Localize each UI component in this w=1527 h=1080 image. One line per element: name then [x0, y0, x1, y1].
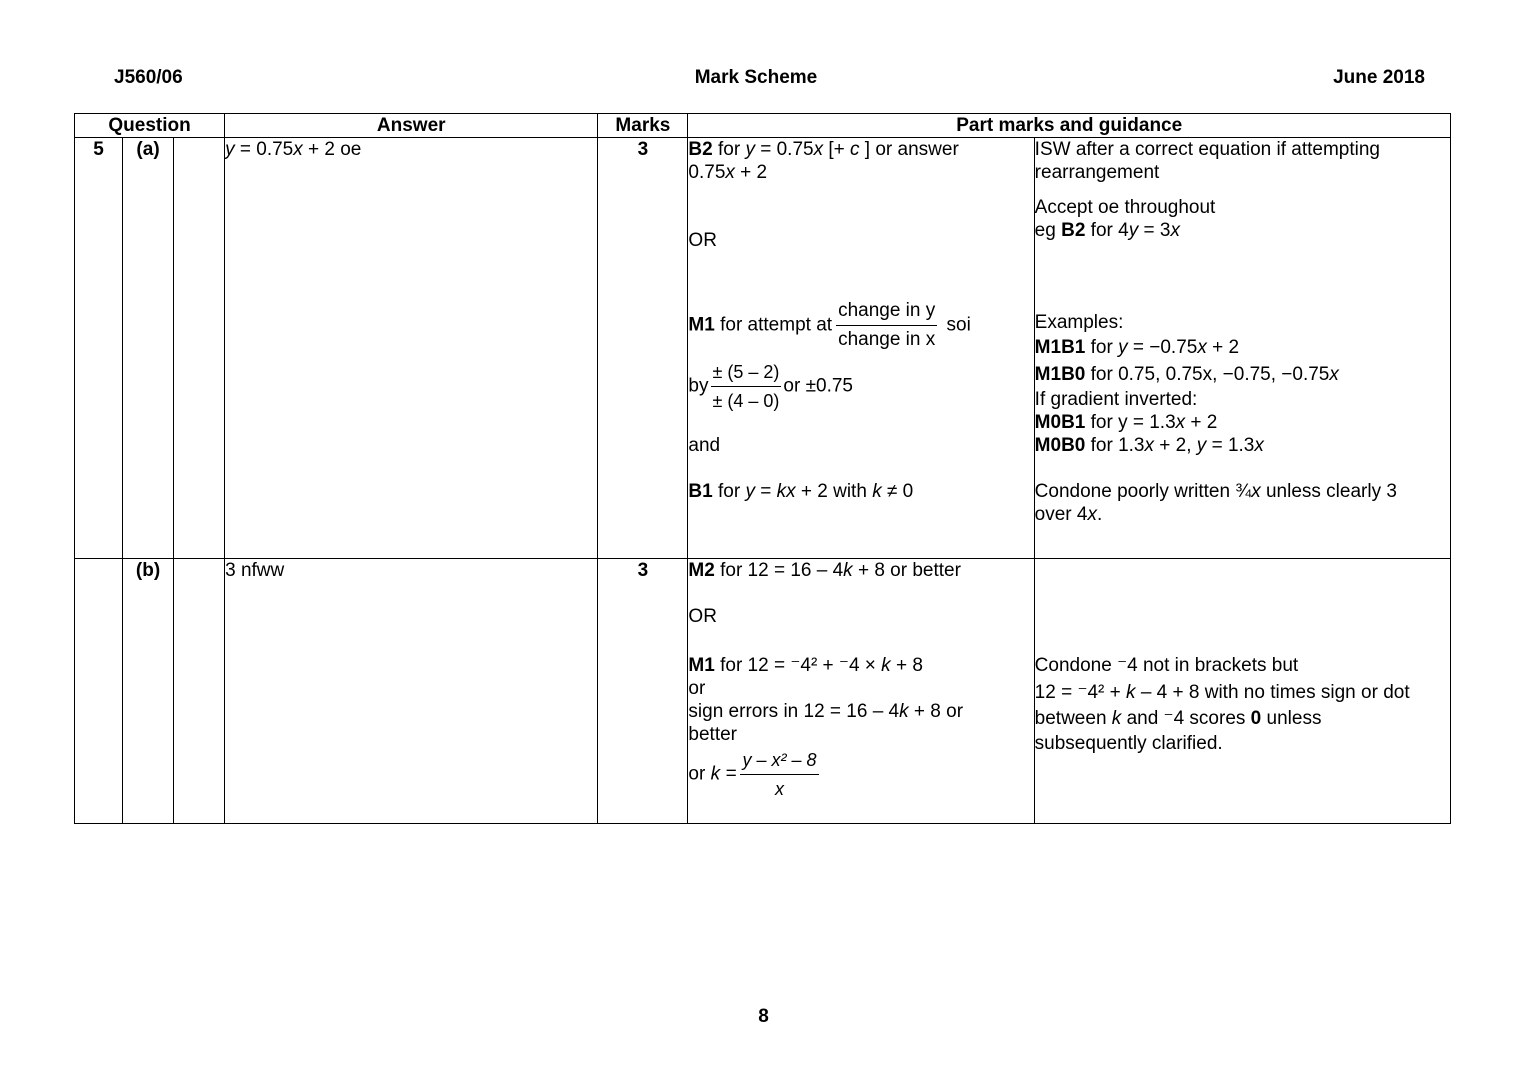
answer-text: = 0.75	[234, 139, 294, 160]
guidance-line: M0B0 for 1.3x + 2, y = 1.3x	[1034, 435, 1264, 456]
question-number	[75, 559, 123, 824]
or-label: OR	[688, 606, 717, 627]
k-fraction: $\frac{\text{y – x² – 8}}{x}$	[742, 750, 817, 799]
guidance-line: Accept oe throughout	[1034, 197, 1216, 218]
table-row	[75, 559, 1451, 824]
header-answer: Answer	[225, 114, 598, 138]
k-formula-line: or k = $\frac{\text{y – x² – 8}}{x}$	[688, 750, 817, 799]
guidance-line: M1B0 for 0.75, 0.75x, −0.75, −0.75x	[1034, 364, 1339, 385]
guidance-line: Condone poorly written ¾x unless clearly 3	[1034, 481, 1397, 502]
guidance-line: over 4x.	[1034, 504, 1103, 525]
header-marks: Marks	[598, 114, 688, 138]
sign-errors-line-2: better	[688, 724, 738, 745]
answer-cell	[225, 138, 598, 559]
marks-cell: 3	[598, 559, 688, 824]
page-number: 8	[758, 1006, 769, 1027]
question-subpart	[174, 138, 225, 559]
question-part: (b)	[123, 559, 174, 824]
guidance-cell	[1034, 559, 1450, 824]
b1-line: B1 for y = kx + 2 with k ≠ 0	[688, 481, 914, 502]
sign-errors-line: sign errors in 12 = 16 – 4k + 8 or	[688, 701, 964, 722]
guidance-line: 12 = ⁻4² + k – 4 + 8 with no times sign or dot	[1034, 682, 1410, 703]
or-label: or	[688, 678, 706, 699]
guidance-line: between k and ⁻4 scores 0 unless	[1034, 708, 1322, 729]
answer-var: x	[293, 139, 303, 160]
guidance-line: subsequently clarified.	[1034, 733, 1223, 754]
document-title: Mark Scheme	[694, 67, 818, 88]
and-label: and	[688, 435, 721, 456]
marks-cell: 3	[598, 138, 688, 559]
guidance-line: Examples:	[1034, 312, 1124, 333]
guidance-line: rearrangement	[1034, 162, 1160, 183]
guidance-line: If gradient inverted:	[1034, 389, 1198, 410]
part-marks-cell	[688, 138, 1034, 559]
answer-cell: 3 nfww	[225, 559, 598, 824]
by-fraction: $\frac{\pm (5 - 2)}{\pm (4 - 0)}$	[712, 362, 780, 411]
gradient-fraction: $\frac{\text{change in y}}{\text{change in x}}$	[838, 300, 936, 350]
m2-line: M2 for 12 = 16 – 4k + 8 or better	[688, 560, 961, 581]
part-marks-cell	[688, 559, 1034, 824]
header-question: Question	[75, 114, 225, 138]
guidance-line: M0B1 for y = 1.3x + 2	[1034, 412, 1218, 433]
m1-line: M1 for attempt at $\frac{\text{change in y}}{\text{change in x}}$ soi	[688, 300, 971, 350]
table-row	[75, 138, 1451, 559]
guidance-line: M1B1 for y = −0.75x + 2	[1034, 337, 1240, 358]
mark-scheme-table	[74, 113, 1451, 824]
header-guidance: Part marks and guidance	[688, 114, 1451, 138]
guidance-line: eg B2 for 4y = 3x	[1034, 220, 1180, 241]
b2-line-2: 0.75x + 2	[688, 162, 768, 183]
by-line: by $\frac{\pm (5 - 2)}{\pm (4 - 0)}$ or ±0.75	[688, 362, 853, 411]
table-header-row	[75, 114, 1451, 138]
answer-text: + 2 oe	[302, 139, 362, 160]
question-part: (a)	[123, 138, 174, 559]
or-label: OR	[688, 230, 717, 251]
document-code: J560/06	[114, 67, 183, 88]
document-date: June 2018	[1333, 67, 1425, 88]
question-number: 5	[75, 138, 123, 559]
guidance-cell	[1034, 138, 1450, 559]
m1-line: M1 for 12 = ⁻4² + ⁻4 × k + 8	[688, 655, 923, 676]
guidance-line: ISW after a correct equation if attempting	[1034, 139, 1381, 160]
answer-var: y	[225, 139, 235, 160]
question-subpart	[174, 559, 225, 824]
b2-line: B2 for y = 0.75x [+ c ] or answer	[688, 139, 959, 160]
guidance-line: Condone ⁻4 not in brackets but	[1034, 655, 1299, 676]
